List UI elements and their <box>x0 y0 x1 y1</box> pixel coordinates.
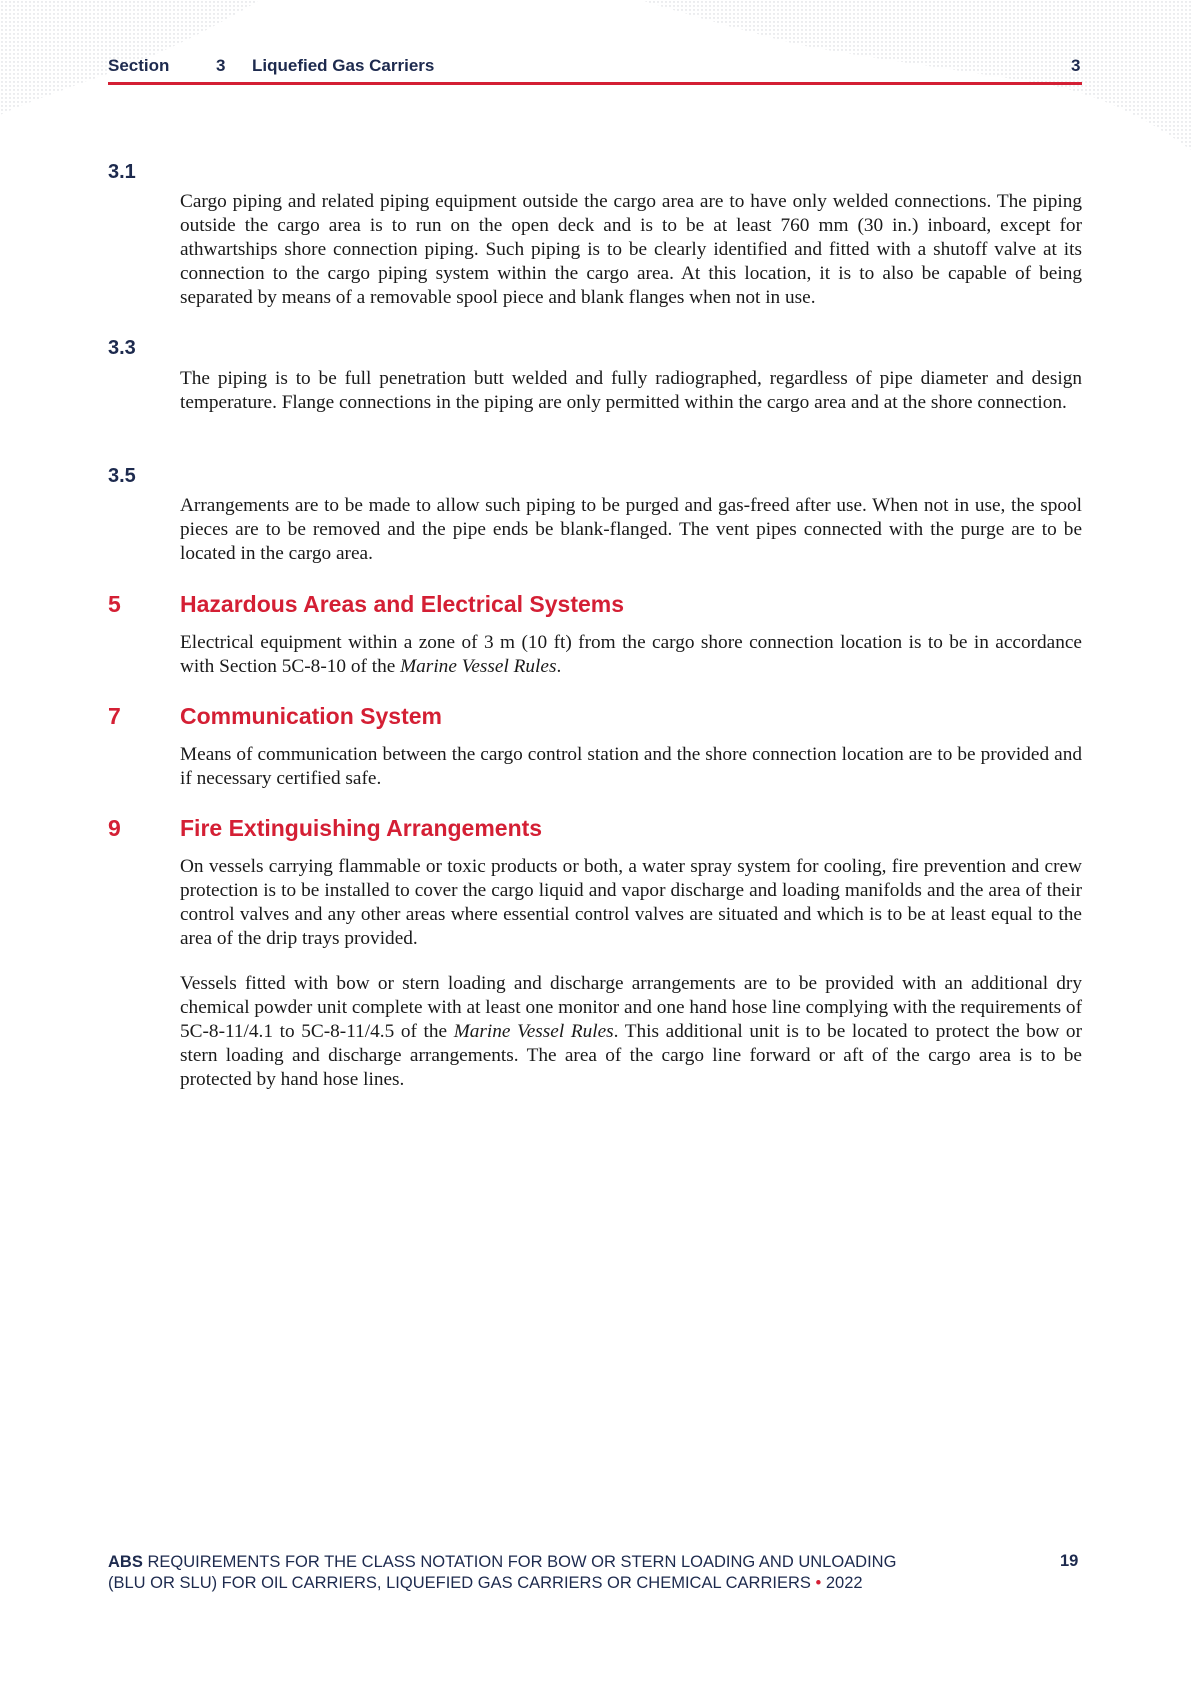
section-heading-number: 7 <box>108 703 121 729</box>
paragraph-text: Cargo piping and related piping equipment outside the cargo area are to have only welded connections. The piping outside the cargo area is to run on the open deck and is to be at least 760 mm (30 in.) inboard, except for athwartships shore connection piping. Such piping is to be clearly identified and fitted with a shutoff valve at its connection to the cargo piping system within the cargo area. At this location, it is to also be capable of being separated by means of a removable spool piece and blank flanges when not in use. <box>180 191 1082 308</box>
paragraph-text: The piping is to be full penetration butt welded and fully radiographed, regardless of pipe diameter and design temperature. Flange connections in the piping are only permitted within the cargo area and at the shore connection. <box>180 368 1082 413</box>
section-heading-number: 9 <box>108 815 121 841</box>
section-label: Section <box>108 56 170 75</box>
running-header <box>108 54 1082 78</box>
header-right-number: 3 <box>1071 56 1081 75</box>
paragraph-number: 3.1 <box>108 161 136 183</box>
section-heading: Communication System <box>180 703 442 729</box>
footer-year: 2022 <box>825 1574 863 1592</box>
section-text: On vessels carrying flammable or toxic products or both, a water spray system for cooling, fire prevention and crew protection is to be installed to cover the cargo liquid and vapor discharge and loading manifolds and the area of their control valves and any other areas where essential control valves are situated and which is to be at least equal to the area of the drip trays provided. <box>180 856 1082 949</box>
footer-bullet: • <box>815 1574 822 1592</box>
section-heading: Fire Extinguishing Arrangements <box>180 815 543 841</box>
paragraph-number: 3.5 <box>108 465 136 487</box>
section-text: Vessels fitted with bow or stern loading and discharge arrangements are to be provided with an additional dry chemical powder unit complete with at least one monitor and one hand hose line complying with the requirements of 5C-8-11/4.1 to 5C-8-11/4.5 of the Marine Vessel Rules. This additional unit is to be located to protect the bow or stern loading and discharge arrangements. The area of the cargo line forward or aft of the cargo area is to be protected by hand hose lines. <box>180 973 1082 1090</box>
header-rule <box>108 82 1082 85</box>
paragraph-text: Arrangements are to be made to allow such piping to be purged and gas-freed after use. When not in use, the spool pieces are to be removed and the pipe ends be blank-flanged. The vent pipes connected with the purge are to be located in the cargo area. <box>180 495 1082 564</box>
paragraph-number: 3.3 <box>108 337 136 359</box>
section-number: 3 <box>216 56 226 75</box>
footer-line1: REQUIREMENTS FOR THE CLASS NOTATION FOR BOW OR STERN LOADING AND UNLOADING <box>147 1553 897 1571</box>
footer-brand: ABS <box>108 1553 143 1571</box>
page-number: 19 <box>1060 1552 1079 1570</box>
section-text: Means of communication between the cargo control station and the shore connection location are to be provided and if necessary certified safe. <box>180 744 1082 789</box>
section-text: Electrical equipment within a zone of 3 m (10 ft) from the cargo shore connection location is to be in accordance with Section 5C-8-10 of the Marine Vessel Rules. <box>180 632 1082 677</box>
running-footer <box>108 1552 1008 1594</box>
section-heading: Hazardous Areas and Electrical Systems <box>180 591 625 617</box>
section-heading-number: 5 <box>108 591 121 617</box>
footer-line2: (BLU OR SLU) FOR OIL CARRIERS, LIQUEFIED GAS CARRIERS OR CHEMICAL CARRIERS <box>108 1574 811 1592</box>
header-decoration <box>0 0 1191 160</box>
section-title: Liquefied Gas Carriers <box>252 56 435 75</box>
